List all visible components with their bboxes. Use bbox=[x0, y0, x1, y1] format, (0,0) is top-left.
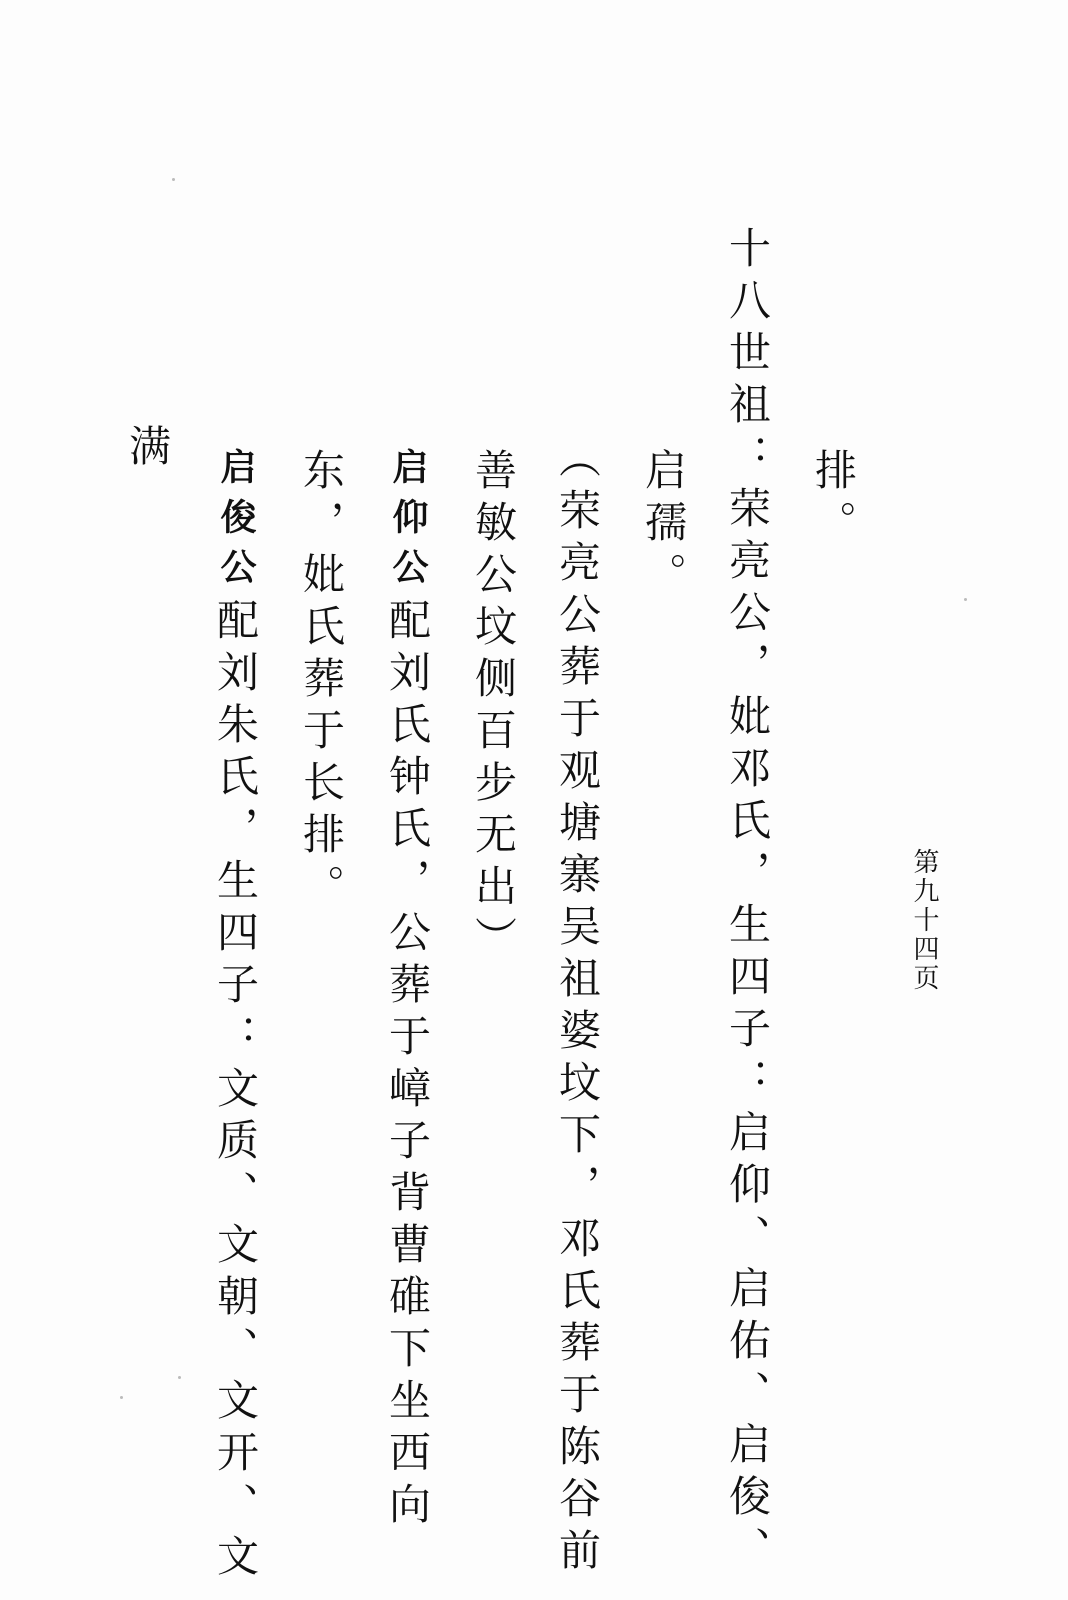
text-column-2 bbox=[723, 226, 772, 1578]
text-column-5 bbox=[469, 448, 518, 968]
column-text: 配刘朱氏，生四子：文质、文朝、文开、文 bbox=[211, 598, 260, 1586]
scan-speck bbox=[172, 178, 175, 181]
annotation-text: （荣亮公葬于观塘寨吴祖婆坟下，邓氏葬于陈谷前 bbox=[553, 436, 602, 1580]
scan-speck bbox=[120, 1396, 123, 1399]
person-name: 启俊公 bbox=[215, 448, 256, 598]
scan-speck bbox=[964, 598, 967, 601]
page-number: 第九十四页 bbox=[909, 848, 939, 993]
text-column-7 bbox=[297, 448, 346, 916]
person-name: 启仰公 bbox=[387, 448, 428, 598]
column-text: 配刘氏钟氏，公葬于嶂子背曹碓下坐西向 bbox=[383, 598, 432, 1534]
scan-speck bbox=[178, 1376, 181, 1379]
annotation-text: 善敏公坟侧百步无出） bbox=[469, 448, 518, 968]
column-text: 荣亮公，妣邓氏，生四子：启仰、启佑、启俊、 bbox=[723, 486, 772, 1578]
column-text: 满 bbox=[123, 424, 172, 476]
text-column-9 bbox=[123, 424, 172, 476]
column-text: 排。 bbox=[809, 448, 858, 552]
text-column-4 bbox=[553, 436, 602, 1580]
text-column-6 bbox=[383, 448, 432, 1534]
text-column-1 bbox=[809, 448, 858, 552]
generation-heading: 十八世祖： bbox=[723, 226, 772, 486]
column-text: 东，妣氏葬于长排。 bbox=[297, 448, 346, 916]
column-text: 启孺。 bbox=[639, 448, 688, 604]
text-column-3 bbox=[639, 448, 688, 604]
text-column-8 bbox=[211, 448, 260, 1586]
